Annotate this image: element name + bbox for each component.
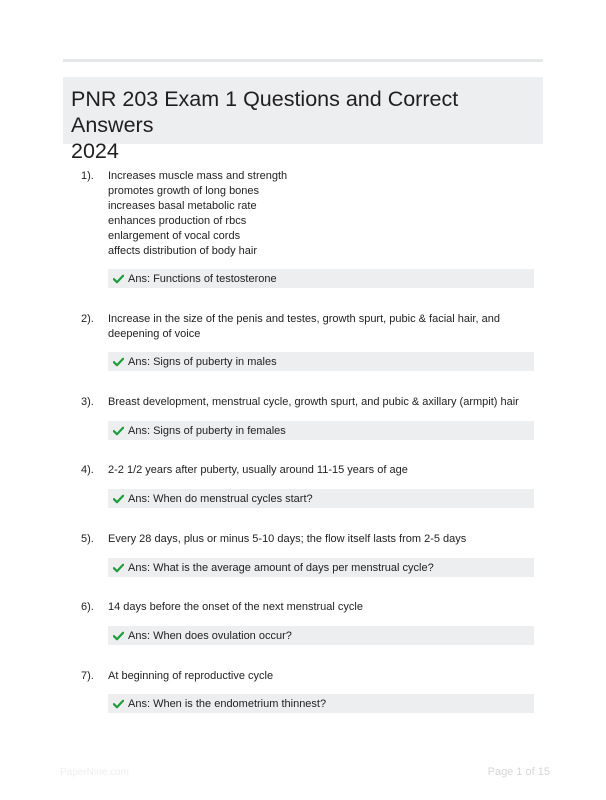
question-line: Breast development, menstrual cycle, growth spurt, and pubic & axillary (armpit) hair	[108, 396, 519, 408]
answer-text: Ans: Signs of puberty in females	[128, 424, 286, 437]
answer-box	[108, 626, 534, 645]
question-text	[108, 395, 519, 410]
question-line: deepening of voice	[108, 328, 201, 340]
question-line: affects distribution of body hair	[108, 245, 257, 257]
question-number: 1).	[81, 170, 94, 182]
answer-text: Ans: When is the endometrium thinnest?	[128, 697, 327, 710]
answer-text: Ans: Signs of puberty in males	[128, 355, 277, 368]
watermark-text: PaperNine.com	[60, 767, 129, 778]
page-title	[71, 86, 537, 164]
answer-box	[108, 421, 534, 440]
answer-text: Ans: When does ovulation occur?	[128, 629, 292, 642]
question-number: 3).	[81, 396, 94, 408]
question-text	[108, 600, 508, 615]
question-number: 7).	[81, 670, 94, 682]
question-line: 2-2 1/2 years after puberty, usually around 11-15 years of age	[108, 464, 408, 476]
answer-box	[108, 694, 534, 713]
question-line: increases basal metabolic rate	[108, 200, 257, 212]
answer-text: Ans: When do menstrual cycles start?	[128, 492, 313, 505]
check-icon	[113, 631, 124, 641]
answer-text: Ans: What is the average amount of days per menstrual cycle?	[128, 561, 434, 574]
answer-box	[108, 489, 534, 508]
answer-box	[108, 269, 534, 288]
question-number: 4).	[81, 464, 94, 476]
page-indicator: Page 1 of 15	[487, 766, 550, 778]
question-line: Every 28 days, plus or minus 5-10 days; the flow itself lasts from 2-5 days	[108, 533, 467, 545]
check-icon	[113, 357, 124, 367]
check-icon	[113, 274, 124, 284]
question-number: 5).	[81, 533, 94, 545]
page-title-line-1: PNR 203 Exam 1 Questions and Correct Answers	[71, 87, 459, 137]
check-icon	[113, 699, 124, 709]
question-line: At beginning of reproductive cycle	[108, 670, 274, 682]
top-divider	[63, 59, 543, 62]
check-icon	[113, 426, 124, 436]
question-line: Increases muscle mass and strength	[108, 170, 288, 182]
question-text	[108, 532, 508, 547]
answer-text: Ans: Functions of testosterone	[128, 272, 277, 285]
question-text	[108, 169, 508, 259]
question-line: promotes growth of long bones	[108, 185, 260, 197]
question-number: 6).	[81, 601, 94, 613]
question-line: 14 days before the onset of the next menstrual cycle	[108, 601, 363, 613]
question-text	[108, 312, 508, 342]
page-title-line-2: 2024	[71, 139, 119, 163]
title-banner	[63, 77, 543, 163]
question-line: enlargement of vocal cords	[108, 230, 241, 242]
question-line: Increase in the size of the penis and testes, growth spurt, pubic & facial hair, and	[108, 313, 500, 325]
answer-box	[108, 558, 534, 577]
check-icon	[113, 563, 124, 573]
check-icon	[113, 494, 124, 504]
question-number: 2).	[81, 313, 94, 325]
answer-box	[108, 352, 534, 371]
question-text	[108, 463, 508, 478]
question-text	[108, 669, 508, 684]
question-line: enhances production of rbcs	[108, 215, 247, 227]
